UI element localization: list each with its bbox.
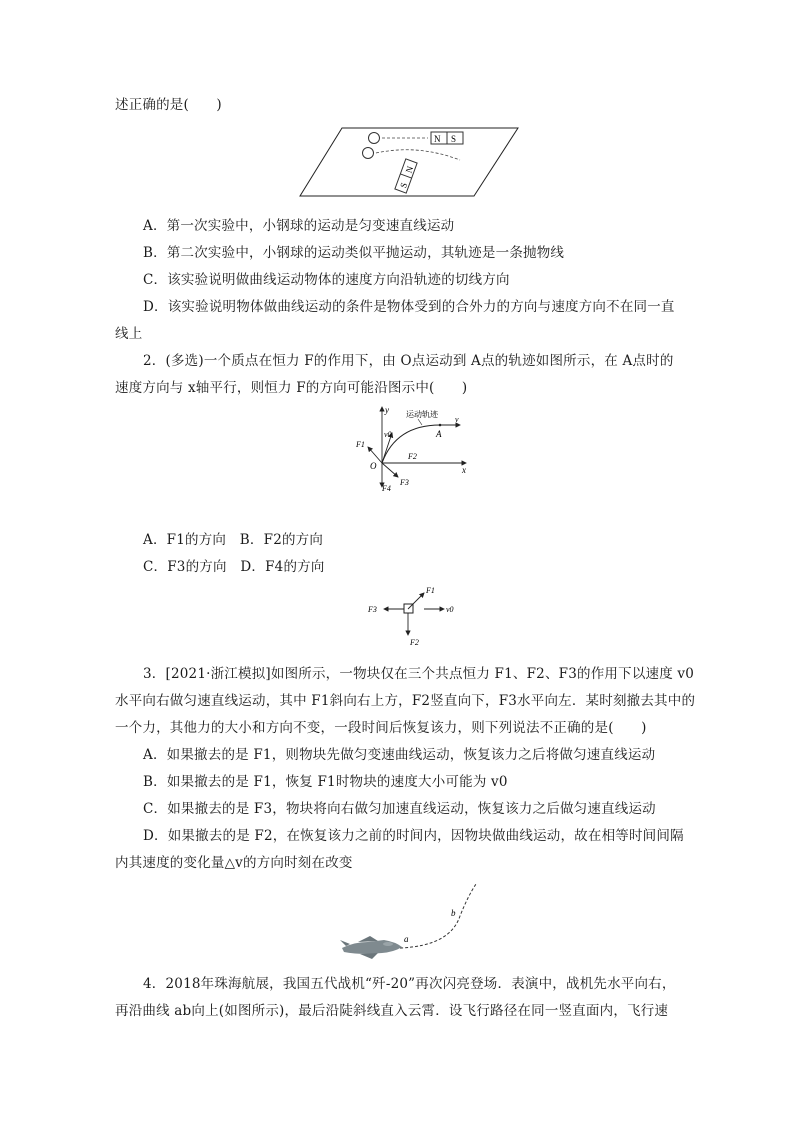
steel-ball-2 [363,148,374,159]
q1-option-d-line2: 线上 [115,326,143,342]
tilted-magnet-s-label: S [398,181,410,190]
tilted-magnet-n-label: N [403,164,416,175]
q3-stem-line3: 一个力，其他力的大小和方向不变，一段时间后恢复该力，则下列说法不正确的是( ) [115,720,647,736]
origin-label: O [370,461,377,471]
fighter-jet-icon [340,936,402,959]
q1-option-c: C．该实验说明做曲线运动物体的速度方向沿轨迹的切线方向 [143,272,510,288]
force-label-f4: F4 [382,484,391,493]
q3-figure-block-forces [364,583,460,653]
q4-stem-line2: 再沿曲线 ab向上(如图所示)，最后沿陡斜线直入云霄．设飞行路径在同一竖直面内，飞行速 [115,1003,669,1019]
point-b-label: b [451,908,456,918]
magnet-tilted [395,159,417,193]
flight-path [400,884,476,948]
q1-option-a: A．第一次实验中，小钢球的运动是匀变速直线运动 [143,218,455,234]
force-label-f1: F1 [356,440,365,449]
q3-option-a: A．如果撤去的是 F1，则物块先做匀变速曲线运动，恢复该力之后将做匀速直线运动 [143,747,656,763]
trajectory-label: 运动轨迹 [406,410,438,419]
q2-options-ab: A．F1的方向 B．F2的方向 [143,532,324,548]
force-label-f3: F3 [368,605,377,614]
y-axis-label: y [385,405,389,415]
magnet-n-label: N [434,134,441,144]
q3-option-d-line2: 内其速度的变化量△v的方向时刻在改变 [115,855,353,871]
force-arrow-f1 [408,593,424,609]
q1-option-b: B．第二次实验中，小钢球的运动类似平抛运动，其轨迹是一条抛物线 [143,245,565,261]
q1-stem-tail: 述正确的是( ) [115,97,222,113]
steel-ball-1 [369,133,380,144]
q2-stem-line2: 速度方向与 x轴平行，则恒力 F的方向可能沿图示中( ) [115,380,468,396]
curved-path [376,150,460,160]
force-arrow-f3 [382,463,398,477]
force-label-f1: F1 [426,586,435,595]
x-axis-label: x [462,465,466,475]
initial-velocity-label: v0 [384,430,392,439]
q3-option-c: C．如果撤去的是 F3，物块将向右做匀加速直线运动，恢复该力之后做匀速直线运动 [143,801,656,817]
q3-stem-line1: 3．[2021·浙江模拟]如图所示，一物块仅在三个共点恒力 F1、F2、F3的作用下以速度 v0 [143,666,695,682]
q3-option-d-line1: D．如果撤去的是 F2，在恢复该力之前的时间内，因物块做曲线运动，故在相等时间间隔 [143,828,684,844]
q3-stem-line2: 水平向右做匀速直线运动，其中 F1斜向右上方，F2竖直向下，F3水平向左．某时刻撤去其中的 [115,693,696,709]
q2-options-cd: C．F3的方向 D．F4的方向 [143,559,325,575]
velocity-label-v0: v0 [446,605,454,614]
force-label-f2: F2 [408,452,417,461]
q1-figure-magnet-board [298,124,520,200]
point-a-label: A [436,429,442,439]
point-a-label: a [404,934,409,944]
q1-option-d-line1: D．该实验说明物体做曲线运动的条件是物体受到的合外力的方向与速度方向不在同一直 [143,299,675,315]
force-label-f3: F3 [400,478,409,487]
q2-stem-line1: 2．(多选)一个质点在恒力 F的作用下，由 O点运动到 A点的轨迹如图所示，在 A点时的 [143,353,674,369]
velocity-label-v: v [455,415,459,424]
force-label-f2: F2 [410,638,419,647]
q3-option-b: B．如果撤去的是 F1，恢复 F1时物块的速度大小可能为 v0 [143,774,508,790]
q4-stem-line1: 4．2018年珠海航展，我国五代战机“歼-20”再次闪亮登场．表演中，战机先水平向右， [143,976,676,992]
q4-figure-jet-path [338,880,488,960]
magnet-s-label: S [451,134,457,144]
q2-figure-trajectory [348,403,478,493]
